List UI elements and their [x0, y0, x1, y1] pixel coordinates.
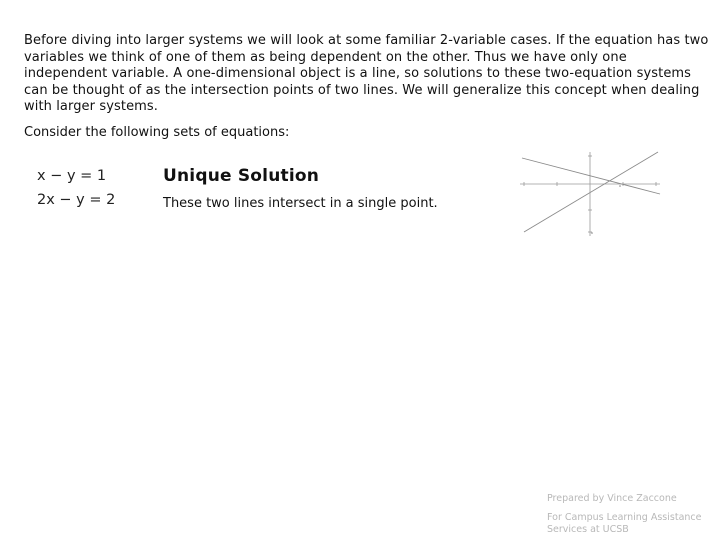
graph-axes	[520, 152, 660, 236]
equation-2: 2x − y = 2	[37, 192, 116, 208]
consider-text: Consider the following sets of equations:	[24, 125, 290, 140]
section-caption: These two lines intersect in a single point.	[163, 196, 438, 211]
footer-prepared-by: Prepared by Vince Zaccone	[547, 493, 677, 504]
intro-paragraph: Before diving into larger systems we will look at some familiar 2-variable cases. If the equation has two variables we think of one of them as being dependent on the other. Thus we have only one independent variable. A one-dimensional object is a line, so solutions to these two-equation systems can be thought of as the intersection points of two lines. We will generalize this concept when dealing with larger systems.	[24, 33, 709, 115]
intersecting-lines-graph	[518, 148, 663, 240]
section-title: Unique Solution	[163, 166, 320, 186]
footer-for-text: For Campus Learning Assistance Services at UCSB	[547, 512, 702, 535]
equation-1: x − y = 1	[37, 168, 107, 184]
graph-tick-marks	[591, 185, 621, 234]
